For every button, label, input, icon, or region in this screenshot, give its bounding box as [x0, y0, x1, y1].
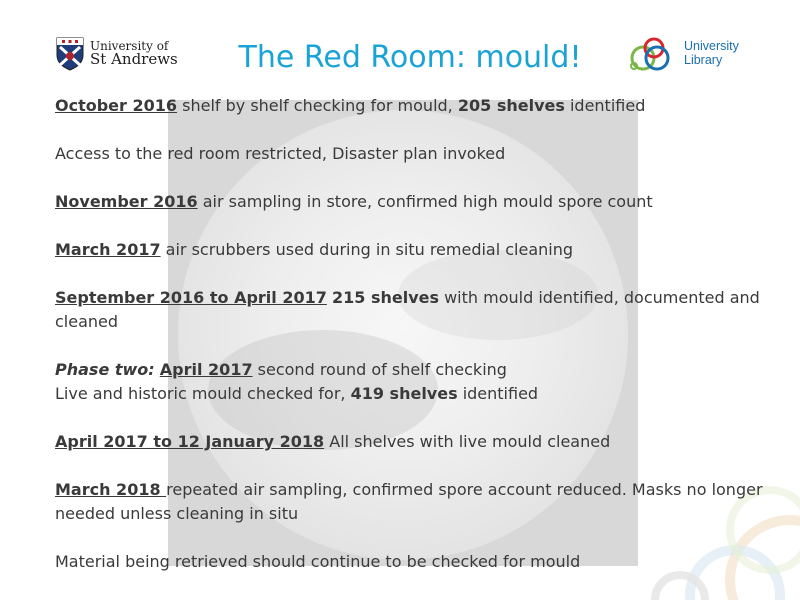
- item-text: All shelves with live mould cleaned: [324, 432, 611, 451]
- item-text: air sampling in store, confirmed high mould spore count: [197, 192, 653, 211]
- item-text: shelf by shelf checking for mould,: [177, 96, 458, 115]
- library-name: [684, 40, 739, 68]
- item-text: Access to the red room restricted, Disaster plan invoked: [55, 144, 506, 163]
- library-line1: University: [684, 39, 739, 54]
- library-logo: [628, 34, 758, 74]
- timeline-item: [55, 142, 775, 166]
- item-text-end: identified: [564, 96, 646, 115]
- item-text-line2: Live and historic mould checked for,: [55, 384, 351, 403]
- timeline-item: [55, 358, 775, 406]
- phase-label: Phase two:: [55, 360, 155, 379]
- slide-title: The Red Room: mould!: [238, 40, 582, 75]
- item-date: October 2016: [55, 96, 178, 115]
- item-date: March 2017: [55, 240, 161, 259]
- item-date: April 2017: [159, 360, 253, 379]
- item-text: Material being retrieved should continue to be checked for mould: [55, 552, 581, 571]
- item-date: November 2016: [55, 192, 198, 211]
- university-line1: University of: [90, 38, 169, 53]
- item-text-end: with mould identified, documented and cleaned: [55, 288, 760, 331]
- timeline-item: [55, 550, 775, 574]
- library-rings-icon: [628, 34, 680, 74]
- item-count: 419 shelves: [350, 384, 458, 403]
- crest-shield-icon: [56, 37, 84, 71]
- university-name: [90, 40, 178, 68]
- timeline-item: [55, 430, 775, 454]
- timeline-item: [55, 238, 775, 262]
- university-line2: St Andrews: [90, 50, 178, 69]
- item-text: repeated air sampling, confirmed spore account reduced. Masks no longer needed unless cleaning in situ: [55, 480, 763, 523]
- item-text-end: identified: [457, 384, 539, 403]
- timeline-content: [55, 94, 775, 574]
- item-count: 215 shelves: [331, 288, 439, 307]
- timeline-item: [55, 190, 775, 214]
- item-date: March 2018: [55, 480, 167, 499]
- timeline-item: [55, 94, 775, 118]
- item-date: April 2017 to 12 January 2018: [55, 432, 325, 451]
- item-count: 205 shelves: [457, 96, 565, 115]
- university-logo: [56, 34, 188, 74]
- timeline-item: [55, 478, 775, 526]
- library-line2: Library: [684, 53, 723, 67]
- timeline-item: [55, 286, 775, 334]
- item-text: air scrubbers used during in situ remedial cleaning: [160, 240, 574, 259]
- item-text: second round of shelf checking: [252, 360, 507, 379]
- item-date: September 2016 to April 2017: [55, 288, 327, 307]
